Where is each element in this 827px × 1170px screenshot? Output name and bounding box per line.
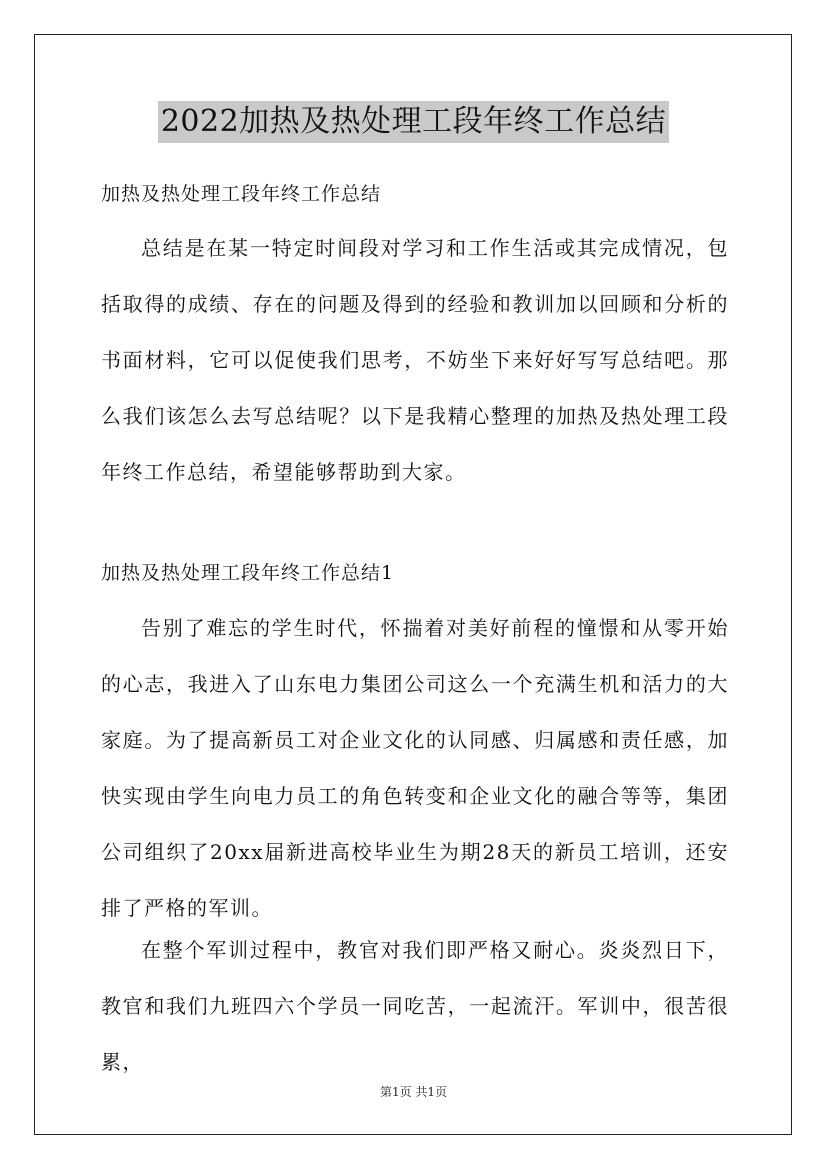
section-heading-1: 加热及热处理工段年终工作总结1 <box>101 562 395 584</box>
title-container <box>0 101 827 143</box>
body-paragraph-1: 告别了难忘的学生时代，怀揣着对美好前程的憧憬和从零开始的心志，我进入了山东电力集团公司这么一个充满生机和活力的大家庭。为了提高新员工对企业文化的认同感、归属感和责任感，加快实现由学生向电力员工的角色转变和企业文化的融合等等，集团公司组织了20xx届新进高校毕业生为期28天的新员工培训，还安排了严格的军训。 <box>101 616 729 920</box>
page-footer: 第1页 共1页 <box>379 1085 448 1099</box>
body-paragraph-2: 在整个军训过程中，教官对我们即严格又耐心。炎炎烈日下，教官和我们九班四六个学员一同吃苦，一起流汗。军训中，很苦很累， <box>101 938 729 1074</box>
section-heading-main: 加热及热处理工段年终工作总结 <box>101 183 382 205</box>
intro-paragraph: 总结是在某一特定时间段对学习和工作生活或其完成情况，包括取得的成绩、存在的问题及得到的经验和教训加以回顾和分析的书面材料，它可以促使我们思考，不妨坐下来好好写写总结吧。那么我们该怎么去写总结呢？以下是我精心整理的加热及热处理工段年终工作总结，希望能够帮助到大家。 <box>101 236 729 484</box>
document-title: 2022加热及热处理工段年终工作总结 <box>158 101 669 143</box>
